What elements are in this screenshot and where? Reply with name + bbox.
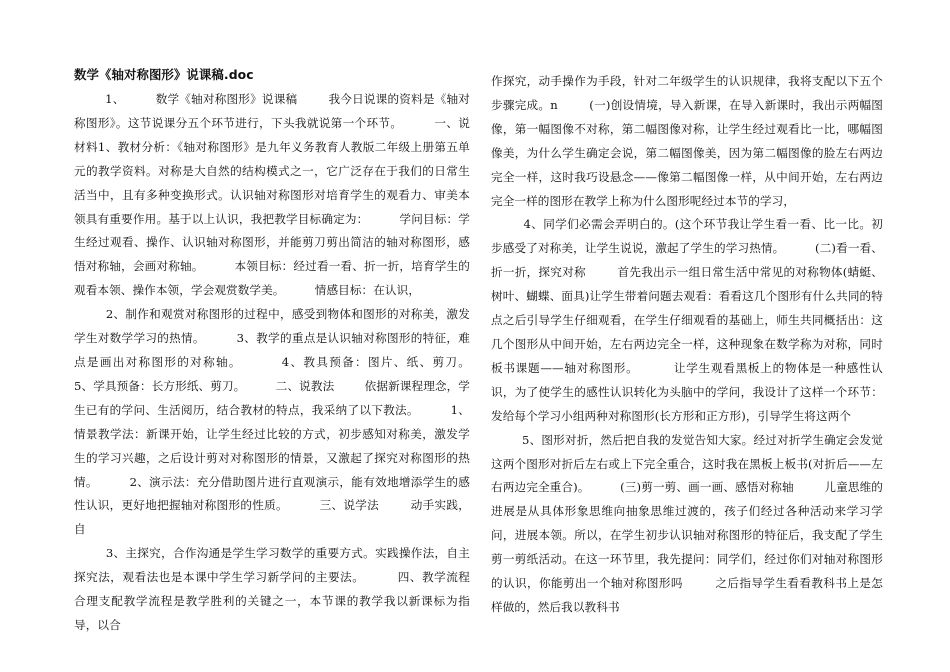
paragraph: 4、同学们必需会弄明白的。(这个环节我让学生看一看、比一比。初步感受了对称美，让学生说说，激起了学生的学习热情。 (二)看一看、折一折，探究对称 首先我出示一组日常生活中常见的对称物体(蜻蜓、树叶、蝴蝶、面具)让学生带着问题去观看：看看这几个图形有什么共同的特点之后引导学生仔细观看，在学生仔细观看的基础上，师生共同概括出：这几个图形从中间开始，左右两边完全一样，这种现象在数学称为对称，同时板书课题——轴对称图形。 让学生观看黑板上的物体是一种感性认识，为了使学生的感性认识转化为头脑中的学问，我设计了这样一个环节：发给每个学习小组两种对称图形(长方形和正方形)，引导学生将这两个: [491, 217, 883, 423]
right-column: [491, 70, 883, 620]
paragraph: 作探究，动手操作为手段，针对二年级学生的认识规律，我将支配以下五个步骤完成。n (一)创设情境，导入新课，在导入新课时，我出示两幅图像，第一幅图像不对称，第二幅图像对称，让学生经过观看比一比，哪幅图像美，为什么学生确定会说，第二幅图像美，因为第二幅图像的脸左右两边完全一样，这时我巧设悬念——像第二幅图像一样，从中间开始，左右两边完全一样的图形在教学上称为什么图形呢经过本节的学习，: [491, 74, 883, 208]
paragraph: 1、 数学《轴对称图形》说课稿 我今日说课的资料是《轴对称图形》。这节说课分五个环节进行，下头我就说第一个环节。 一、说材料1、教材分析：《轴对称图形》是九年义务教育人教版二年级上册第五单元的教学资料。对称是大自然的结构模式之一，它广泛存在于我们的日常生活当中，且有多种变换形式。认识轴对称图形对培育学生的观看力、审美本领具有重要作用。基于以上认识，我把教学目标确定为： 学问目标：学生经过观看、操作、认识轴对称图形，并能剪刀剪出简洁的轴对称图形，感悟对称轴，会画对称轴。 本领目标：经过看一看、折一折，培育学生的观看本领、操作本领，学会观赏数学美。 情感目标：在认识，: [74, 92, 470, 298]
document-title: 数学《轴对称图形》说课稿.doc: [74, 67, 254, 82]
paragraph: 5、图形对折，然后把自我的发觉告知大家。经过对折学生确定会发觉这两个图形对折后左右或上下完全重合，这时我在黑板上板书(对折后——左右两边完全重合)。 (三)剪一剪、画一画、感悟对称轴 儿童思维的进展是从具体形象思维向抽象思维过渡的，孩子们经过各种活动来学习学问，进展本领。所以，在学生初步认识轴对称图形的特征后，我支配了学生剪一剪纸活动。在这一环节里，我先提问：同学们，经过你们对轴对称图形的认识，你能剪出一个轴对称图形吗 之后指导学生看看教科书上是怎样做的，然后我以教科书: [491, 432, 883, 614]
paragraph: 2、制作和观赏对称图形的过程中，感受到物体和图形的对称美，激发学生对数学学习的热情。 3、教学的重点是认识轴对称图形的特征，难点是画出对称图形的对称轴。 4、教具预备：图片、纸、剪刀。 5、学具预备：长方形纸、剪刀。 二、说教法 依据新课程理念，学生已有的学问、生活阅历，结合教材的特点，我采纳了以下教法。 1、情景教学法：新课开始，让学生经过比较的方式，初步感知对称美，激发学生的学习兴趣，之后设计剪对对称图形的情景，又激起了探究对称图形的热情。 2、演示法：充分借助图片进行直观演示，能有效地增添学生的感性认识，更好地把握轴对称图形的性质。 三、说学法 动手实践，自: [74, 307, 501, 537]
paragraph: 3、主探究，合作沟通是学生学习数学的重要方式。实践操作法，自主探究法，观看法也是本课中学生学习新学问的主要法。 四、教学流程 合理支配教学流程是教学胜利的关键之一，本节课的教学我以新课标为指导，以合: [74, 546, 501, 632]
left-column: [74, 60, 501, 638]
